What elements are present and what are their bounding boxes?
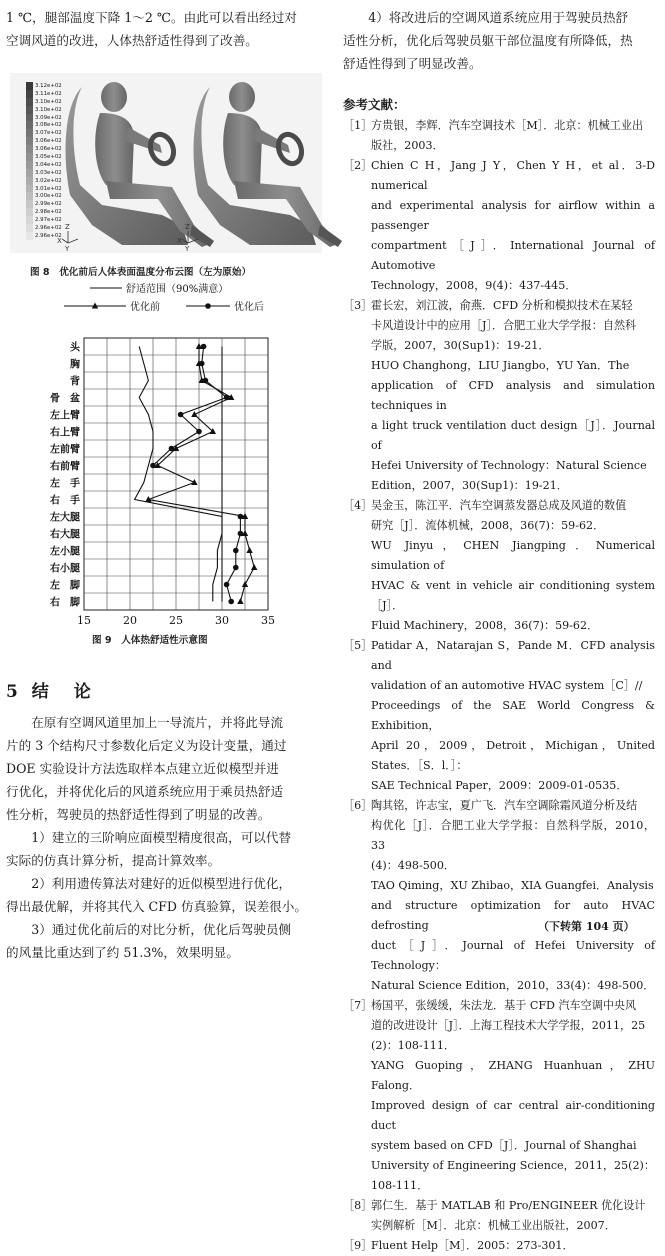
reference-number: ［1］ xyxy=(343,119,373,132)
references-heading: 参考文献： xyxy=(343,97,406,112)
conclusion-body xyxy=(6,711,324,964)
text-line: DOE 实验设计方法选取样本点建立近似模型并进 xyxy=(6,761,279,776)
continued-on-page: （下转第 104 页） xyxy=(538,920,635,933)
data-point-after xyxy=(224,582,230,588)
x-tick-label: 20 xyxy=(123,614,137,627)
seat-temperature-render xyxy=(10,73,322,253)
reference-line: system based on CFD［J］．Journal of Shanghai xyxy=(371,1139,637,1152)
category-label: 右上臂 xyxy=(50,427,80,439)
reference-line: Natural Science Edition，2010，33(4)：498-500． xyxy=(371,979,655,992)
reference-item xyxy=(343,1196,655,1236)
legend-value: 3.09e+02 xyxy=(35,114,62,121)
category-label: 右 脚 xyxy=(50,597,80,609)
reference-line: (4)：498-500． xyxy=(371,859,455,872)
reference-item xyxy=(343,496,655,636)
text-line: 性分析，驾驶员的热舒适性得到了明显的改善。 xyxy=(6,807,271,822)
text-line: 4）将改进后的空调风道系统应用于驾驶员热舒 xyxy=(343,10,629,25)
reference-text xyxy=(371,1196,655,1236)
data-point-after xyxy=(238,531,244,537)
section-number: 5 xyxy=(6,682,22,702)
reference-text xyxy=(371,296,655,496)
reference-line: 版社，2003． xyxy=(371,139,444,152)
reference-text xyxy=(371,156,655,296)
reference-item xyxy=(343,1236,655,1256)
reference-line: Patidar A，Natarajan S，Pande M．CFD analysis and xyxy=(371,639,655,672)
data-point-before xyxy=(242,581,248,587)
reference-line: 学版，2007，30(Sup1)：19-21． xyxy=(371,339,550,352)
axis-z-label: Z xyxy=(185,223,190,231)
reference-number: ［4］ xyxy=(343,499,373,512)
reference-item xyxy=(343,296,655,496)
reference-line: and experimental analysis for airflow within a passenger xyxy=(371,199,655,232)
figure-8-caption: 图 8 优化前后人体表面温度分布云图（左为原始） xyxy=(30,267,252,278)
legend-value: 2.97e+02 xyxy=(35,217,62,224)
legend-value: 2.99e+02 xyxy=(35,201,62,208)
reference-line: Edition，2007，30(Sup1)：19-21． xyxy=(371,479,568,492)
category-label: 左大腿 xyxy=(50,512,80,524)
reference-line: YANG Guoping，ZHANG Huanhuan，ZHU Falong． xyxy=(371,1059,655,1092)
axis-y-label: Y xyxy=(65,245,70,253)
data-point-after xyxy=(228,599,234,605)
reference-line: Technology，2008，9(4)：437-445． xyxy=(371,279,577,292)
data-point-before xyxy=(237,598,243,604)
reference-line: 实例解析［M］．北京：机械工业出版社，2007． xyxy=(371,1219,616,1232)
data-point-after xyxy=(203,378,209,384)
data-point-after xyxy=(169,446,175,452)
category-label: 右前臂 xyxy=(50,461,80,473)
reference-line: HUO Changhong，LIU Jiangbo，YU Yan．The xyxy=(371,359,630,372)
reference-number: ［5］ xyxy=(343,639,373,652)
legend-after-marker xyxy=(205,303,211,309)
reference-number: ［6］ xyxy=(343,799,373,812)
reference-item xyxy=(343,156,655,296)
text-line: 3）通过优化前后的对比分析，优化后驾驶员侧 xyxy=(6,922,292,937)
legend-value: 3.01e+02 xyxy=(35,185,62,192)
reference-line: 杨国平，张缓缓，朱法龙．基于 CFD 汽车空调中央风 xyxy=(371,999,637,1012)
legend-value: 3.04e+02 xyxy=(35,161,62,168)
x-tick-label: 25 xyxy=(169,614,183,627)
category-label: 左 脚 xyxy=(50,580,80,592)
reference-line: Fluent Help［M］．2005：273-301． xyxy=(371,1239,574,1252)
data-point-after xyxy=(224,395,230,401)
reference-line: a light truck ventilation duct design［J］．Journal of xyxy=(371,419,655,452)
reference-line: Improved design of car central air-conditioning duct xyxy=(371,1099,655,1132)
reference-number: ［9］ xyxy=(343,1239,373,1252)
reference-line: 卡风道设计中的应用［J］．合肥工业大学学报：自然科 xyxy=(371,319,637,332)
data-point-after xyxy=(238,514,244,520)
category-label: 右小腿 xyxy=(50,563,80,575)
reference-text xyxy=(371,636,655,796)
text-line: 片的 3 个结构尺寸参数化后定义为设计变量，通过 xyxy=(6,738,287,753)
text-line: 实际的仿真计算分析，提高计算效率。 xyxy=(6,853,221,868)
reference-line: SAE Technical Paper，2009：2009-01-0535． xyxy=(371,779,628,792)
reference-line: April 20，2009，Detroit，Michigan，United States．［S．l．］： xyxy=(371,739,655,772)
data-point-after xyxy=(201,344,207,350)
reference-line: 吴金玉，陈江平．汽车空调蒸发器总成及风道的数值 xyxy=(371,499,627,512)
reference-line: 道的改进设计［J］．上海工程技术大学学报，2011，25 xyxy=(371,1019,646,1032)
legend-value: 3.08e+02 xyxy=(35,122,62,129)
legend-value: 3.03e+02 xyxy=(35,169,62,176)
reference-item xyxy=(343,116,655,156)
axis-x-label: X xyxy=(177,237,182,245)
legend-value: 3.00e+02 xyxy=(35,193,62,200)
category-label: 左前臂 xyxy=(50,444,80,456)
reference-line: Proceedings of the SAE World Congress & Exhibition， xyxy=(371,699,655,732)
legend-value: 3.06e+02 xyxy=(35,138,62,145)
optimized-model xyxy=(194,82,342,247)
text-line: 的风量比重达到了约 51.3%，效果明显。 xyxy=(6,945,239,960)
text-line: 舒适性得到了明显改善。 xyxy=(343,56,482,71)
text-line: 在原有空调风道里加上一导流片，并将此导流 xyxy=(6,715,284,730)
reference-item xyxy=(343,796,655,996)
reference-line: 研究［J］．流体机械，2008，36(7)：59-62． xyxy=(371,519,605,532)
reference-line: HVAC & vent in vehicle air conditioning system［J］． xyxy=(371,579,655,612)
section-title: 结 论 xyxy=(31,682,95,702)
intro-paragraph xyxy=(6,6,324,52)
data-point-after xyxy=(199,361,205,367)
legend-before-label: 优化前 xyxy=(130,302,160,313)
text-line: 空调风道的改进，人体热舒适性得到了改善。 xyxy=(6,33,258,48)
reference-line: Chien C H，Jang J Y，Chen Y H，et al．3-D numerical xyxy=(371,159,655,192)
reference-line: and structure optimization for auto HVAC defrosting xyxy=(371,899,655,932)
reference-line: 方贵银，李辉．汽车空调技术［M］．北京：机械工业出 xyxy=(371,119,644,132)
axis-triad-left xyxy=(57,223,78,253)
data-point-before xyxy=(246,547,252,553)
original-model xyxy=(66,82,214,247)
figure-9-chart xyxy=(4,280,324,627)
category-label: 头 xyxy=(70,342,80,354)
reference-line: Fluid Machinery，2008，36(7)：59-62． xyxy=(371,619,599,632)
text-line: 得出最优解，并将其代入 CFD 仿真验算，误差很小。 xyxy=(6,899,307,914)
text-line: 2）利用遗传算法对建好的近似模型进行优化， xyxy=(6,876,292,891)
legend-value: 2.98e+02 xyxy=(35,209,62,216)
category-label: 左小腿 xyxy=(50,546,80,558)
reference-line: duct［J］．Journal of Hefei University of Technology： xyxy=(371,939,655,972)
x-tick-label: 30 xyxy=(215,614,229,627)
category-label: 右 手 xyxy=(50,495,80,507)
category-label: 左 手 xyxy=(50,478,80,490)
legend-value: 2.96e+02 xyxy=(35,232,62,239)
legend-value: 2.96e+02 xyxy=(35,224,62,231)
data-point-before xyxy=(251,564,257,570)
legend-value: 3.10e+02 xyxy=(35,106,62,113)
reference-number: ［7］ xyxy=(343,999,373,1012)
legend-range-label: 舒适范围（90%满意） xyxy=(126,284,229,295)
legend-value: 3.12e+02 xyxy=(35,82,62,89)
section-heading xyxy=(6,677,95,702)
category-label: 背 xyxy=(70,376,80,388)
reference-text xyxy=(371,796,655,996)
x-tick-label: 15 xyxy=(77,614,91,627)
reference-line: (2)：108-111． xyxy=(371,1039,455,1052)
reference-line: 郭仁生．基于 MATLAB 和 Pro/ENGINEER 优化设计 xyxy=(371,1199,646,1212)
reference-line: validation of an automotive HVAC system［C］// xyxy=(371,679,643,692)
reference-line: 陶其铭，许志宝，夏广飞．汽车空调除霜风道分析及结 xyxy=(371,799,638,812)
reference-line: 霍长宏，刘江波，俞燕．CFD 分析和模拟技术在某轻 xyxy=(371,299,633,312)
legend-value: 3.07e+02 xyxy=(35,130,62,137)
axis-y-label: Y xyxy=(185,245,190,253)
text-line: 适性分析，优化后驾驶员躯干部位温度有所降低，热 xyxy=(343,33,633,48)
reference-list xyxy=(343,116,655,1256)
legend-value: 3.02e+02 xyxy=(35,177,62,184)
reference-item xyxy=(343,636,655,796)
reference-line: 108-111． xyxy=(371,1179,429,1192)
text-line: 1 ℃，腿部温度下降 1～2 ℃。由此可以看出经过对 xyxy=(6,10,297,25)
reference-line: compartment［J］．International Journal of Automotive xyxy=(371,239,655,272)
axis-z-label: Z xyxy=(65,223,70,231)
category-label: 骨 盆 xyxy=(50,393,80,405)
data-point-after xyxy=(233,548,239,554)
figure-9-caption: 图 9 人体热舒适性示意图 xyxy=(92,635,208,646)
reference-line: application of CFD analysis and simulation techniques in xyxy=(371,379,655,412)
reference-number: ［3］ xyxy=(343,299,373,312)
data-point-after xyxy=(178,412,184,418)
text-line: 1）建立的三阶响应面模型精度很高，可以代替 xyxy=(6,830,292,845)
legend-value: 3.06e+02 xyxy=(35,146,62,153)
text-line: 行优化，并将优化后的风道系统应用于乘员热舒适 xyxy=(6,784,284,799)
legend-value: 3.05e+02 xyxy=(35,153,62,160)
x-tick-label: 35 xyxy=(261,614,275,627)
reference-line: TAO Qiming，XU Zhibao，XIA Guangfei．Analysis xyxy=(371,879,654,892)
legend-value: 3.11e+02 xyxy=(35,90,62,97)
category-label: 左上臂 xyxy=(50,410,80,422)
reference-number: ［8］ xyxy=(343,1199,373,1212)
reference-line: University of Engineering Science，2011，25(2)： xyxy=(371,1159,655,1172)
reference-text xyxy=(371,496,655,636)
data-point-after xyxy=(196,429,202,435)
conclusion-item-4 xyxy=(343,6,653,75)
category-label: 右大腿 xyxy=(50,529,80,541)
reference-line: 构优化［J］．合肥工业大学学报：自然科学版，2010，33 xyxy=(371,819,655,852)
legend-after-label: 优化后 xyxy=(234,302,264,313)
reference-text xyxy=(371,996,655,1196)
reference-line: WU Jinyu，CHEN Jiangping．Numerical simulation of xyxy=(371,539,655,572)
figure-8-image xyxy=(10,73,322,253)
axis-x-label: X xyxy=(57,237,62,245)
reference-item xyxy=(343,996,655,1196)
legend-value: 3.10e+02 xyxy=(35,98,62,105)
category-label: 胸 xyxy=(70,359,80,371)
data-point-after xyxy=(233,565,239,571)
reference-line: Hefei University of Technology：Natural Science xyxy=(371,459,647,472)
reference-number: ［2］ xyxy=(343,159,373,172)
data-point-after xyxy=(150,463,156,469)
reference-text xyxy=(371,1236,655,1256)
reference-text xyxy=(371,116,655,156)
